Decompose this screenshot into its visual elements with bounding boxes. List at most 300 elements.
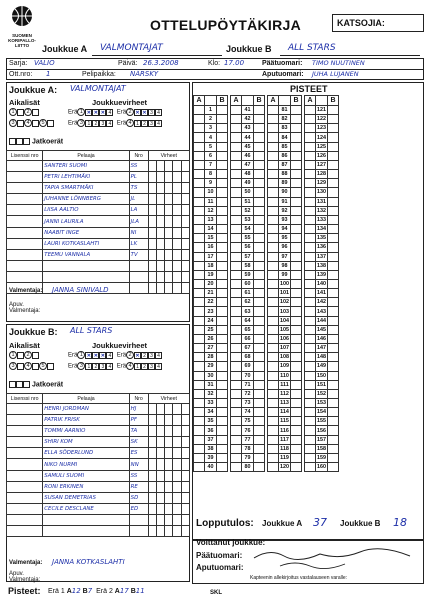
score-number: 20 (205, 279, 217, 288)
federation-logo (6, 4, 38, 48)
score-number: 126 (317, 152, 326, 159)
score-number: 81 (279, 106, 291, 115)
table-row: NAABIT INGE NI (7, 227, 190, 238)
points-col-b: B (254, 96, 265, 106)
date-value: 26.3.2008 (143, 59, 179, 67)
team-a-fouls-grid: Erä 1 ✕ ✕ ✕ 4 Erä 2 ✕ ✕ 3 4 Erä 3 1 2 3 4 Erä 4 1 2 3 4 (68, 108, 162, 127)
score-number: 131 (317, 198, 326, 205)
score-number: 49 (242, 179, 254, 188)
score-number: 138 (317, 262, 326, 269)
score-number: 100 (280, 281, 289, 288)
referee-signature (250, 546, 420, 572)
score-number: 19 (205, 270, 217, 279)
col-fouls: Virheet (148, 151, 189, 161)
score-number: 48 (242, 170, 254, 179)
score-number: 123 (317, 125, 326, 132)
score-number: 13 (205, 215, 217, 224)
score-number: 64 (242, 316, 254, 325)
team-b-fouls-grid: Erä 1 ✕ ✕ ✕ 4 Erä 2 ✕ 2 3 4 Erä 3 1 2 3 4 Erä 4 1 2 3 4 (68, 351, 162, 370)
score-number: 157 (317, 436, 326, 443)
score-number: 104 (280, 317, 289, 324)
score-number: 143 (317, 308, 326, 315)
period-label: Erä (116, 120, 127, 127)
score-row (194, 371, 339, 380)
score-number: 44 (242, 133, 254, 142)
table-row: LIISA AALTIO LA (7, 205, 190, 216)
score-number: 45 (242, 142, 254, 151)
score-number: 26 (205, 334, 217, 343)
score-number: 139 (317, 271, 326, 278)
score-number: 23 (205, 307, 217, 316)
score-number: 95 (279, 234, 291, 243)
period-points: Erä 1 A12 B7 Erä 2 A17 B11 (48, 587, 145, 595)
spectators-label: KATSOJIA: (337, 18, 385, 28)
score-number: 151 (317, 381, 326, 388)
score-row (194, 188, 339, 197)
score-number: 51 (242, 197, 254, 206)
score-number: 35 (205, 417, 217, 426)
table-row (7, 271, 190, 282)
score-number: 129 (317, 180, 326, 187)
score-number: 12 (205, 206, 217, 215)
score-number: 43 (242, 124, 254, 133)
col-fouls: Virheet (148, 394, 189, 404)
score-number: 89 (279, 179, 291, 188)
score-number: 93 (279, 215, 291, 224)
period-label: Erä (116, 109, 127, 116)
score-row (194, 225, 339, 234)
table-row: NIKO NURMI NN (7, 459, 190, 470)
score-number: 77 (242, 435, 254, 444)
final-team-b-label: Joukkue B (340, 519, 381, 528)
table-row: HENRI JORDMAN HJ (7, 404, 190, 415)
score-number: 107 (280, 345, 289, 352)
team-b-fouls-label: Joukkuevirheet (92, 341, 148, 350)
team-a-coach-value: JANNA SINIVALD (52, 286, 109, 294)
score-number: 40 (205, 463, 217, 472)
team-b-label: Joukkue B (226, 44, 272, 54)
score-number: 73 (242, 399, 254, 408)
result-head-ref-label: Päätuomari: (196, 551, 243, 560)
score-row (194, 170, 339, 179)
series-value: VALIO (34, 59, 55, 67)
score-row (194, 197, 339, 206)
score-number: 90 (279, 188, 291, 197)
score-number: 96 (279, 243, 291, 252)
score-number: 59 (242, 270, 254, 279)
score-number: 62 (242, 298, 254, 307)
score-number: 125 (317, 143, 326, 150)
score-number: 80 (242, 463, 254, 472)
score-row (194, 380, 339, 389)
team-a-timeouts: 1 2 3 4 5 (9, 108, 54, 127)
period-label: Erä (68, 120, 78, 127)
table-row (7, 526, 190, 537)
final-team-b-score: 18 (393, 516, 407, 529)
overtime-label: Jatkoerät (31, 381, 64, 389)
score-number: 122 (317, 116, 326, 123)
table-row: TOMMI AARNIO TA (7, 426, 190, 437)
score-number: 128 (317, 171, 326, 178)
table-row: SHIRI KOM SK (7, 437, 190, 448)
score-number: 156 (317, 427, 326, 434)
team-b-timeouts-label: Aikalisät (9, 341, 40, 350)
score-row (194, 243, 339, 252)
score-number: 113 (280, 400, 289, 407)
score-number: 116 (280, 427, 289, 434)
overtime-label: Jatkoerät (31, 138, 64, 146)
logo-line: KORIPALLO- (8, 38, 36, 43)
score-row (194, 325, 339, 334)
score-number: 141 (317, 290, 326, 297)
score-number: 120 (280, 464, 289, 471)
col-license: Lisenssi nro (7, 394, 43, 404)
score-number: 152 (317, 390, 326, 397)
score-row (194, 435, 339, 444)
score-number: 55 (242, 234, 254, 243)
score-number: 137 (317, 253, 326, 260)
score-row (194, 289, 339, 298)
points-col-b: B (217, 96, 228, 106)
score-row (194, 444, 339, 453)
table-row: SANTERI SUOMI SS (7, 161, 190, 172)
score-number: 15 (205, 234, 217, 243)
series-label: Sarja: (9, 60, 28, 67)
score-number: 140 (317, 281, 326, 288)
score-number: 114 (280, 409, 289, 416)
score-number: 134 (317, 226, 326, 233)
score-number: 31 (205, 380, 217, 389)
score-number: 50 (242, 188, 254, 197)
score-row (194, 316, 339, 325)
final-label: Lopputulos: (196, 518, 254, 529)
score-row (194, 133, 339, 142)
team-b-section-label: Joukkue B: (9, 327, 58, 337)
score-number: 87 (279, 160, 291, 169)
score-number: 18 (205, 261, 217, 270)
result-assist-ref-label: Aputuomari: (196, 563, 244, 572)
team-b-section-name: ALL STARS (70, 326, 113, 335)
table-row: PATRIK FRISK PF (7, 415, 190, 426)
score-number: 110 (280, 372, 289, 379)
date-label: Päivä: (118, 60, 138, 67)
score-number: 33 (205, 399, 217, 408)
score-number: 46 (242, 151, 254, 160)
score-row (194, 106, 339, 115)
score-row (194, 234, 339, 243)
score-number: 38 (205, 444, 217, 453)
score-row (194, 279, 339, 288)
game-no-label: Ott.nro: (9, 71, 33, 78)
score-number: 37 (205, 435, 217, 444)
team-b-coach-value: JANNA KOTKASLAHTI (52, 558, 125, 566)
period-label: Erä (68, 363, 78, 370)
score-number: 97 (279, 252, 291, 261)
table-row: JUHANNE LÖNNBERG JL (7, 194, 190, 205)
score-number: 108 (280, 354, 289, 361)
score-row (194, 179, 339, 188)
captain-note: Kapteenin allekirjoitus vastalauseen varalle: (250, 575, 348, 581)
score-number: 117 (280, 436, 289, 443)
score-row (194, 426, 339, 435)
team-b-name: ALL STARS (288, 43, 336, 53)
table-row: TEEMU VANNALA TV (7, 249, 190, 260)
score-number: 42 (242, 115, 254, 124)
team-a-roster (6, 150, 190, 294)
points-header: PISTEET (290, 84, 328, 94)
running-score-table (193, 95, 339, 472)
score-number: 32 (205, 389, 217, 398)
score-number: 6 (205, 151, 217, 160)
score-number: 92 (279, 206, 291, 215)
score-number: 79 (242, 453, 254, 462)
score-row (194, 151, 339, 160)
score-number: 75 (242, 417, 254, 426)
table-row: LAURI KOTKASLAHTI LK (7, 238, 190, 249)
score-number: 61 (242, 289, 254, 298)
score-number: 155 (317, 418, 326, 425)
score-row (194, 124, 339, 133)
score-number: 9 (205, 179, 217, 188)
score-number: 127 (317, 162, 326, 169)
score-number: 101 (280, 290, 289, 297)
score-number: 98 (279, 261, 291, 270)
score-number: 91 (279, 197, 291, 206)
score-number: 82 (279, 115, 291, 124)
score-number: 57 (242, 252, 254, 261)
score-number: 76 (242, 426, 254, 435)
points-col-b: B (328, 96, 339, 106)
venue-value: NÄRSKY (130, 70, 159, 78)
time-label: Klo: (208, 60, 221, 67)
score-number: 74 (242, 408, 254, 417)
score-number: 30 (205, 371, 217, 380)
score-number: 135 (317, 235, 326, 242)
score-row (194, 115, 339, 124)
score-number: 130 (317, 189, 326, 196)
table-row (7, 260, 190, 271)
team-a-assist-coach-label: Apuv. Valmentaja: (9, 302, 41, 314)
score-row (194, 252, 339, 261)
score-row (194, 353, 339, 362)
score-number: 39 (205, 453, 217, 462)
score-number: 47 (242, 160, 254, 169)
score-number: 53 (242, 215, 254, 224)
col-player: Pelaaja (43, 394, 129, 404)
points-col-a: A (268, 96, 279, 106)
team-a-coach-label: Valmentaja: (9, 288, 43, 294)
points-col-a: A (194, 96, 205, 106)
points-col-a: A (305, 96, 316, 106)
venue-label: Pelipaikka: (82, 71, 116, 78)
score-row (194, 389, 339, 398)
score-number: 8 (205, 170, 217, 179)
team-b-timeouts: 1 2 3 4 5 (9, 351, 54, 370)
score-number: 24 (205, 316, 217, 325)
score-row (194, 206, 339, 215)
col-player: Pelaaja (43, 151, 129, 161)
score-row (194, 160, 339, 169)
period-label: Erä (116, 352, 127, 359)
score-number: 85 (279, 142, 291, 151)
period-label: Erä (68, 109, 78, 116)
score-number: 94 (279, 225, 291, 234)
score-number: 136 (317, 244, 326, 251)
score-number: 148 (317, 354, 326, 361)
points-col-a: A (231, 96, 242, 106)
score-row (194, 399, 339, 408)
score-number: 103 (280, 308, 289, 315)
score-number: 83 (279, 124, 291, 133)
score-number: 3 (205, 124, 217, 133)
assist-ref-label: Aputuomari: (262, 71, 304, 78)
score-number: 60 (242, 279, 254, 288)
score-number: 25 (205, 325, 217, 334)
score-number: 27 (205, 344, 217, 353)
table-row: PETRI LEHTIMÄKI PL (7, 172, 190, 183)
score-row (194, 463, 339, 472)
table-row (7, 514, 190, 525)
score-number: 34 (205, 408, 217, 417)
team-b-overtime (9, 381, 63, 388)
head-ref-value: TIMO NUUTINEN (312, 59, 365, 67)
final-team-a-score: 37 (313, 516, 327, 529)
team-a-section-label: Joukkue A: (9, 85, 58, 95)
score-number: 14 (205, 225, 217, 234)
score-number: 88 (279, 170, 291, 179)
team-a-overtime (9, 138, 63, 145)
score-number: 121 (317, 107, 326, 114)
score-number: 149 (317, 363, 326, 370)
head-ref-label: Päätuomari: (262, 60, 303, 67)
logo-line: LIITTO (14, 43, 30, 48)
score-number: 132 (317, 207, 326, 214)
score-number: 66 (242, 334, 254, 343)
table-row: CECILE DESCLANE ED (7, 503, 190, 514)
score-number: 16 (205, 243, 217, 252)
score-number: 111 (280, 381, 289, 388)
score-row (194, 408, 339, 417)
team-a-section-name: VALMONTAJAT (70, 84, 126, 93)
final-team-a-label: Joukkue A (262, 519, 303, 528)
score-row (194, 142, 339, 151)
score-number: 29 (205, 362, 217, 371)
score-number: 65 (242, 325, 254, 334)
score-number: 36 (205, 426, 217, 435)
score-number: 4 (205, 133, 217, 142)
score-row (194, 417, 339, 426)
table-row: RONI ERKINEN RE (7, 481, 190, 492)
score-number: 115 (280, 418, 289, 425)
skl-footer: SKL (210, 590, 222, 596)
score-number: 109 (280, 363, 289, 370)
period-label: Erä (68, 352, 78, 359)
score-number: 22 (205, 298, 217, 307)
score-row (194, 453, 339, 462)
score-number: 10 (205, 188, 217, 197)
score-number: 54 (242, 225, 254, 234)
score-row (194, 362, 339, 371)
team-b-coach-label: Valmentaja: (9, 560, 43, 566)
score-number: 71 (242, 380, 254, 389)
score-number: 5 (205, 142, 217, 151)
score-number: 63 (242, 307, 254, 316)
score-number: 11 (205, 197, 217, 206)
score-number: 86 (279, 151, 291, 160)
score-row (194, 344, 339, 353)
score-number: 68 (242, 353, 254, 362)
score-number: 124 (317, 134, 326, 141)
score-row (194, 270, 339, 279)
score-number: 2 (205, 115, 217, 124)
page-title: OTTELUPÖYTÄKIRJA (150, 17, 302, 33)
score-number: 67 (242, 344, 254, 353)
score-number: 119 (280, 455, 289, 462)
score-number: 78 (242, 444, 254, 453)
score-number: 142 (317, 299, 326, 306)
score-number: 106 (280, 335, 289, 342)
score-number: 21 (205, 289, 217, 298)
logo-line: SUOMEN (12, 33, 32, 38)
basketball-icon (6, 4, 38, 28)
score-number: 133 (317, 216, 326, 223)
table-row: TAPIA SMARTMÄKI TS (7, 183, 190, 194)
score-number: 72 (242, 389, 254, 398)
score-number: 159 (317, 455, 326, 462)
score-number: 154 (317, 409, 326, 416)
score-number: 146 (317, 335, 326, 342)
score-number: 160 (317, 464, 326, 471)
score-row (194, 298, 339, 307)
team-a-timeouts-label: Aikalisät (9, 98, 40, 107)
period-label: Erä (116, 363, 127, 370)
score-number: 158 (317, 445, 326, 452)
score-number: 118 (280, 445, 289, 452)
score-number: 99 (279, 270, 291, 279)
score-number: 150 (317, 372, 326, 379)
table-row: SAMULI SUOMI SS (7, 470, 190, 481)
score-number: 102 (280, 299, 289, 306)
winner-label: Voittanut joukkue: (196, 538, 266, 547)
score-number: 52 (242, 206, 254, 215)
table-row: ELLA SÖDERLUND ES (7, 448, 190, 459)
spectators-box (332, 14, 424, 32)
score-number: 147 (317, 345, 326, 352)
col-license: Lisenssi nro (7, 151, 43, 161)
score-number: 144 (317, 317, 326, 324)
score-number: 28 (205, 353, 217, 362)
score-number: 112 (280, 390, 289, 397)
game-no-value: 1 (46, 70, 51, 78)
score-number: 56 (242, 243, 254, 252)
team-a-fouls-label: Joukkuevirheet (92, 98, 148, 107)
score-number: 153 (317, 400, 326, 407)
assist-ref-value: JUHA LUJANEN (312, 70, 359, 78)
score-number: 70 (242, 371, 254, 380)
score-row (194, 307, 339, 316)
points-col-b: B (291, 96, 302, 106)
team-b-assist-coach-label: Apuv. Valmentaja: (9, 571, 41, 583)
time-value: 17.00 (224, 59, 245, 67)
score-row (194, 334, 339, 343)
table-row: SUSAN DEMETRIAS SD (7, 492, 190, 503)
team-a-label: Joukkue A (42, 44, 88, 54)
score-row (194, 261, 339, 270)
col-nro: Nro (129, 394, 148, 404)
team-b-roster (6, 393, 190, 537)
score-number: 7 (205, 160, 217, 169)
score-number: 105 (280, 326, 289, 333)
